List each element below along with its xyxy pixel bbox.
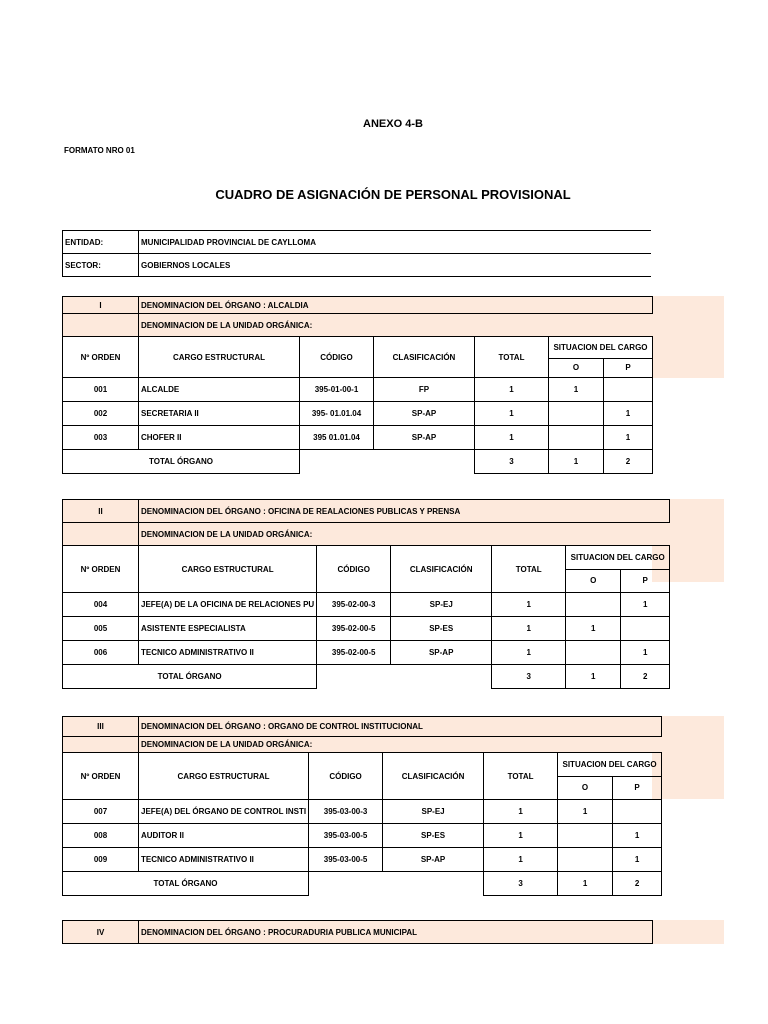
col-o: O — [558, 776, 613, 800]
organo-number: II — [63, 500, 139, 523]
table-row: 004 JEFE(A) DE LA OFICINA DE RELACIONES PU 395-02-00-3 SP-EJ 1 1 — [63, 593, 670, 617]
organo-denominacion: DENOMINACION DEL ÓRGANO : ALCALDIA — [139, 297, 653, 314]
col-total: TOTAL — [484, 753, 558, 800]
col-clasificacion: CLASIFICACIÓN — [374, 337, 475, 378]
table-row: 007 JEFE(A) DEL ÓRGANO DE CONTROL INSTI 395-03-00-3 SP-EJ 1 1 — [63, 800, 662, 824]
table-row: 009 TECNICO ADMINISTRATIVO II 395-03-00-5 SP-AP 1 1 — [63, 848, 662, 872]
col-codigo: CÓDIGO — [317, 546, 391, 593]
col-clasificacion: CLASIFICACIÓN — [391, 546, 492, 593]
col-orden: Nº ORDEN — [63, 337, 139, 378]
col-orden: Nº ORDEN — [63, 546, 139, 593]
sector-label: SECTOR: — [63, 254, 139, 277]
col-situacion: SITUACION DEL CARGO — [566, 546, 670, 570]
highlight-band-3 — [652, 716, 724, 799]
total-row: TOTAL ÓRGANO 3 1 2 — [63, 872, 662, 896]
total-row: TOTAL ÓRGANO 3 1 2 — [63, 665, 670, 689]
col-codigo: CÓDIGO — [309, 753, 383, 800]
entidad-value: MUNICIPALIDAD PROVINCIAL DE CAYLLOMA — [139, 231, 652, 254]
organo-number: IV — [63, 921, 139, 944]
col-cargo: CARGO ESTRUCTURAL — [139, 546, 317, 593]
col-codigo: CÓDIGO — [300, 337, 374, 378]
organo-table-3 — [62, 716, 662, 896]
organo-denominacion: DENOMINACION DEL ÓRGANO : OFICINA DE REALACIONES PUBLICAS Y PRENSA — [139, 500, 670, 523]
anexo-title: ANEXO 4-B — [363, 118, 423, 130]
highlight-band-1 — [652, 296, 724, 378]
organo-table-1 — [62, 296, 653, 474]
entidad-label: ENTIDAD: — [63, 231, 139, 254]
organo-number: I — [63, 297, 139, 314]
col-situacion: SITUACION DEL CARGO — [558, 753, 662, 777]
organo-number: III — [63, 717, 139, 737]
col-orden: Nº ORDEN — [63, 753, 139, 800]
table-row: 002 SECRETARIA II 395- 01.01.04 SP-AP 1 1 — [63, 402, 653, 426]
highlight-band-4 — [652, 920, 724, 944]
table-row: 003 CHOFER II 395 01.01.04 SP-AP 1 1 — [63, 426, 653, 450]
col-p: P — [621, 569, 670, 593]
unidad-label: DENOMINACION DE LA UNIDAD ORGÁNICA: — [139, 523, 670, 546]
unidad-label: DENOMINACION DE LA UNIDAD ORGÁNICA: — [139, 314, 653, 337]
table-row: 001 ALCALDE 395-01-00-1 FP 1 1 — [63, 378, 653, 402]
col-total: TOTAL — [492, 546, 566, 593]
formato-label: FORMATO NRO 01 — [64, 146, 135, 155]
organo-denominacion: DENOMINACION DEL ÓRGANO : ORGANO DE CONTROL INSTITUCIONAL — [139, 717, 662, 737]
col-p: P — [604, 358, 653, 377]
col-cargo: CARGO ESTRUCTURAL — [139, 337, 300, 378]
col-clasificacion: CLASIFICACIÓN — [383, 753, 484, 800]
col-p: P — [613, 776, 662, 800]
unidad-label: DENOMINACION DE LA UNIDAD ORGÁNICA: — [139, 737, 662, 753]
organo-table-4 — [62, 920, 653, 944]
total-row: TOTAL ÓRGANO 3 1 2 — [63, 450, 653, 474]
col-o: O — [566, 569, 621, 593]
organo-table-2 — [62, 499, 670, 689]
document-title: CUADRO DE ASIGNACIÓN DE PERSONAL PROVISIONAL — [215, 187, 571, 202]
sector-value: GOBIERNOS LOCALES — [139, 254, 652, 277]
organo-denominacion: DENOMINACION DEL ÓRGANO : PROCURADURIA PUBLICA MUNICIPAL — [139, 921, 653, 944]
col-situacion: SITUACION DEL CARGO — [549, 337, 653, 359]
table-row: 006 TECNICO ADMINISTRATIVO II 395-02-00-5 SP-AP 1 1 — [63, 641, 670, 665]
table-row: 005 ASISTENTE ESPECIALISTA 395-02-00-5 SP-ES 1 1 — [63, 617, 670, 641]
col-total: TOTAL — [475, 337, 549, 378]
col-cargo: CARGO ESTRUCTURAL — [139, 753, 309, 800]
entidad-table — [62, 230, 651, 277]
col-o: O — [549, 358, 604, 377]
table-row: 008 AUDITOR II 395-03-00-5 SP-ES 1 1 — [63, 824, 662, 848]
